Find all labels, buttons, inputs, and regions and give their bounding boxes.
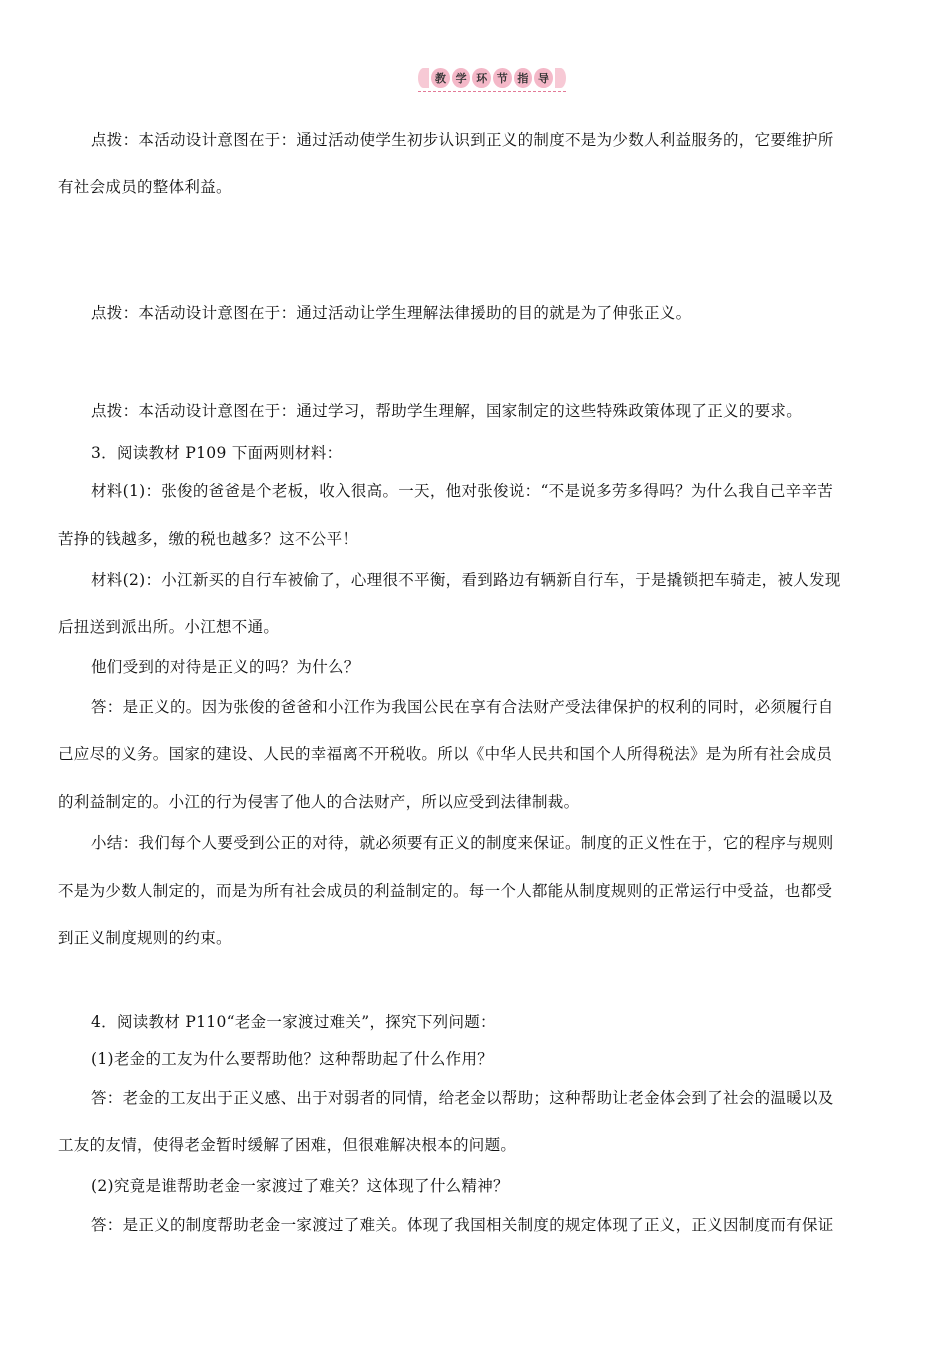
banner-char: 导: [534, 68, 553, 88]
text-line: 材料(2)：小江新买的自行车被偷了，心理很不平衡，看到路边有辆新自行车，于是撬锁把车骑走，被人发现: [91, 571, 841, 589]
text-line: (2)究竟是谁帮助老金一家渡过了难关？这体现了什么精神？: [91, 1177, 509, 1195]
text-line: 工友的友情，使得老金暂时缓解了困难，但很难解决根本的问题。: [58, 1136, 517, 1154]
text-line: 点拨：本活动设计意图在于：通过活动使学生初步认识到正义的制度不是为少数人利益服务的，它要维护所: [91, 131, 834, 149]
text-line: 己应尽的义务。国家的建设、人民的幸福离不开税收。所以《中华人民共和国个人所得税法》是为所有社会成员: [58, 745, 833, 763]
banner-right-cap: [555, 68, 566, 88]
banner-char: 教: [431, 68, 450, 88]
banner-char: 指: [514, 68, 533, 88]
text-line: (1)老金的工友为什么要帮助他？这种帮助起了什么作用？: [91, 1050, 494, 1068]
text-line: 后扭送到派出所。小江想不通。: [58, 618, 280, 636]
text-line: 他们受到的对待是正义的吗？为什么？: [91, 658, 360, 676]
text-line: 到正义制度规则的约束。: [58, 929, 232, 947]
banner-char: 学: [452, 68, 471, 88]
banner-left-cap: [418, 68, 429, 88]
text-line: 材料(1)：张俊的爸爸是个老板，收入很高。一天，他对张俊说：“不是说多劳多得吗？为什么我自己辛辛苦: [91, 482, 834, 500]
section-header-banner: [418, 68, 566, 94]
text-line: 有社会成员的整体利益。: [58, 178, 232, 196]
text-line: 不是为少数人制定的，而是为所有社会成员的利益制定的。每一个人都能从制度规则的正常运行中受益，也都受: [58, 882, 833, 900]
text-line: 答：是正义的制度帮助老金一家渡过了难关。体现了我国相关制度的规定体现了正义，正义因制度而有保证: [91, 1216, 834, 1234]
text-line: 苦挣的钱越多，缴的税也越多？这不公平！: [58, 530, 359, 548]
text-line: 点拨：本活动设计意图在于：通过学习，帮助学生理解，国家制定的这些特殊政策体现了正义的要求。: [91, 402, 803, 420]
text-line: 的利益制定的。小江的行为侵害了他人的合法财产，所以应受到法律制裁。: [58, 793, 580, 811]
text-line: 答：是正义的。因为张俊的爸爸和小江作为我国公民在享有合法财产受法律保护的权利的同时，必须履行自: [91, 698, 834, 716]
text-line: 答：老金的工友出于正义感、出于对弱者的同情，给老金以帮助；这种帮助让老金体会到了社会的温暖以及: [91, 1089, 834, 1107]
text-line: 4．阅读教材 P110“老金一家渡过难关”，探究下列问题：: [91, 1013, 496, 1031]
banner-char: 环: [472, 68, 491, 88]
text-line: 小结：我们每个人要受到公正的对待，就必须要有正义的制度来保证。制度的正义性在于，它的程序与规则: [91, 834, 834, 852]
text-line: 3．阅读教材 P109 下面两则材料：: [91, 444, 343, 462]
text-line: 点拨：本活动设计意图在于：通过活动让学生理解法律援助的目的就是为了伸张正义。: [91, 304, 692, 322]
banner-dashed-underline: [418, 91, 566, 92]
banner-char: 节: [493, 68, 512, 88]
